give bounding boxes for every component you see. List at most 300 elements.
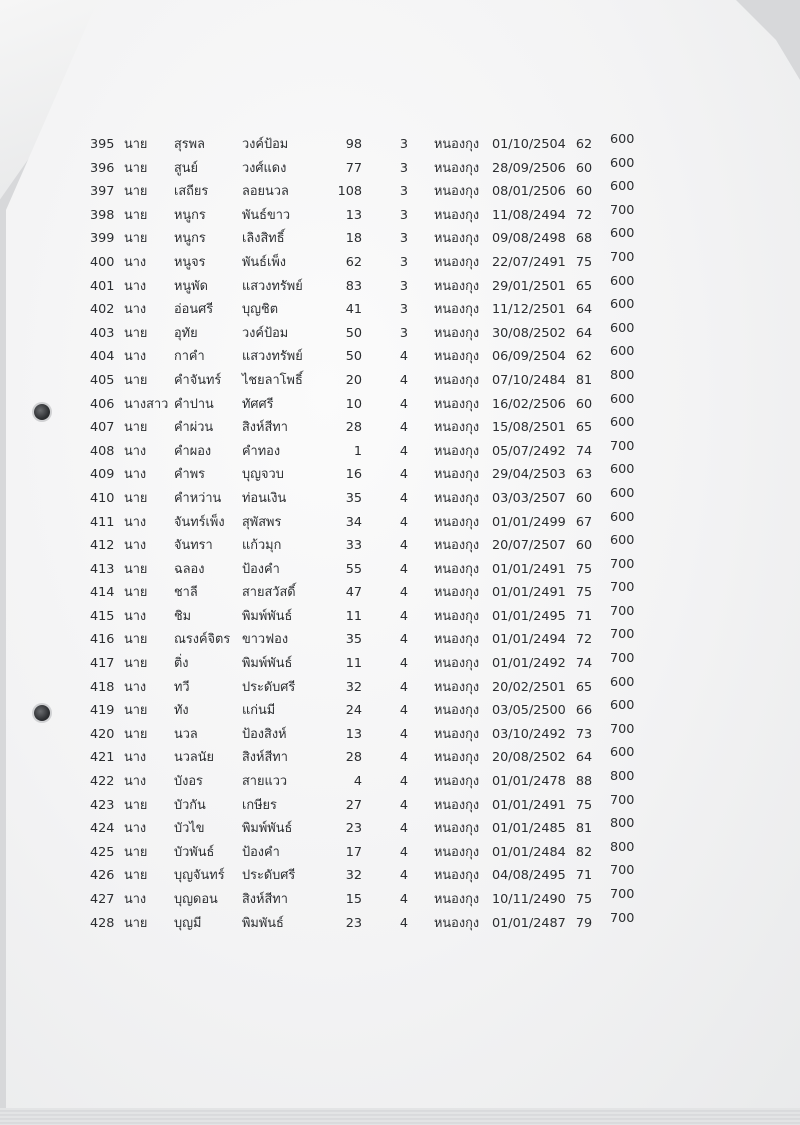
first-name: บุญจันทร์ — [174, 868, 225, 884]
birth-date: 20/08/2502 — [492, 750, 566, 766]
name-prefix: นาง — [124, 302, 147, 318]
age: 71 — [575, 868, 593, 884]
first-name: บุญมี — [174, 915, 202, 931]
birth-date: 20/02/2501 — [492, 679, 566, 695]
age: 88 — [575, 774, 593, 790]
house-number: 62 — [345, 254, 362, 270]
village-name: หนองกุง — [434, 679, 480, 695]
moo-number: 3 — [399, 278, 409, 294]
moo-number: 4 — [399, 703, 409, 719]
first-name: ทัง — [174, 703, 189, 719]
row-number: 418 — [90, 679, 115, 695]
birth-date: 01/01/2492 — [492, 656, 566, 672]
first-name: ฉลอง — [174, 561, 205, 577]
first-name: เสถียร — [174, 184, 209, 200]
age: 60 — [575, 396, 593, 412]
age: 63 — [575, 467, 593, 483]
birth-date: 03/10/2492 — [492, 726, 566, 742]
row-number: 415 — [90, 608, 115, 624]
table-row — [90, 273, 650, 301]
last-name: พิมพันธ์ — [242, 915, 284, 931]
name-prefix: นาย — [124, 137, 148, 152]
moo-number: 3 — [399, 231, 409, 247]
name-prefix: นาย — [124, 915, 148, 931]
first-name: คำหว่าน — [174, 490, 222, 506]
birth-date: 01/01/2499 — [492, 514, 566, 530]
allowance-amount: 600 — [610, 745, 635, 761]
house-number: 24 — [345, 703, 362, 719]
table-row — [90, 580, 650, 607]
age: 67 — [575, 514, 593, 530]
moo-number: 4 — [399, 514, 409, 530]
name-prefix: นาย — [124, 632, 148, 648]
village-name: หนองกุง — [434, 892, 480, 907]
moo-number: 4 — [399, 585, 409, 601]
birth-date: 01/01/2485 — [492, 821, 566, 837]
house-number: 28 — [345, 750, 362, 766]
first-name: คำปาน — [174, 396, 214, 412]
name-prefix: นาย — [124, 797, 148, 813]
row-number: 425 — [90, 844, 115, 860]
village-name: หนองกุง — [434, 821, 480, 837]
first-name: บัวไข — [174, 821, 205, 837]
age: 65 — [575, 420, 593, 436]
birth-date: 07/10/2484 — [492, 372, 566, 388]
house-number: 35 — [345, 632, 362, 648]
village-name: หนองกุง — [434, 703, 480, 719]
village-name: หนองกุง — [434, 137, 480, 152]
table-row — [90, 910, 650, 938]
row-number: 405 — [90, 372, 115, 388]
last-name: บุญจวบ — [242, 467, 284, 483]
allowance-amount: 700 — [610, 438, 635, 454]
name-prefix: นางสาว — [124, 396, 169, 412]
last-name: พันธ์ขาว — [242, 207, 291, 223]
allowance-amount: 600 — [610, 415, 635, 431]
village-name: หนองกุง — [434, 514, 480, 530]
name-prefix: นาย — [124, 656, 148, 672]
name-prefix: นาง — [124, 467, 147, 483]
paper-stack-edge — [0, 1108, 800, 1125]
village-name: หนองกุง — [434, 160, 480, 176]
table-row — [90, 367, 650, 395]
table-row — [90, 887, 650, 914]
first-name: นวล — [174, 726, 198, 742]
last-name: สายแวว — [242, 774, 288, 790]
house-number: 23 — [345, 821, 362, 837]
first-name: อุทัย — [174, 325, 198, 341]
age: 60 — [575, 160, 593, 176]
moo-number: 4 — [399, 561, 409, 577]
moo-number: 4 — [399, 915, 409, 931]
village-name: หนองกุง — [434, 396, 480, 412]
name-prefix: นาย — [124, 868, 148, 884]
house-number: 11 — [345, 656, 362, 672]
last-name: ท่อนเงิน — [242, 490, 287, 506]
first-name: บัวกัน — [174, 797, 206, 813]
first-name: บัวพันธ์ — [174, 844, 215, 860]
age: 75 — [575, 892, 593, 907]
village-name: หนองกุง — [434, 656, 480, 672]
house-number: 4 — [353, 774, 362, 790]
name-prefix: นาย — [124, 207, 148, 223]
birth-date: 01/01/2491 — [492, 797, 566, 813]
name-prefix: นาย — [124, 561, 148, 577]
first-name: จันทรา — [174, 538, 213, 554]
row-number: 407 — [90, 420, 115, 436]
age: 81 — [575, 821, 593, 837]
name-prefix: นาย — [124, 420, 148, 436]
row-number: 410 — [90, 490, 115, 506]
moo-number: 4 — [399, 538, 409, 554]
house-number: 55 — [345, 561, 362, 577]
first-name: บังอร — [174, 774, 203, 790]
allowance-amount: 600 — [610, 509, 635, 525]
name-prefix: นาย — [124, 231, 148, 247]
last-name: คำทอง — [242, 443, 281, 459]
moo-number: 4 — [399, 608, 409, 624]
moo-number: 4 — [399, 490, 409, 506]
birth-date: 30/08/2502 — [492, 325, 566, 341]
row-number: 406 — [90, 396, 115, 412]
last-name: ทัศศรี — [242, 396, 274, 412]
table-row — [90, 249, 650, 277]
name-prefix: นาย — [124, 372, 148, 388]
first-name: บุญดอน — [174, 892, 218, 907]
last-name: แก้วมุก — [242, 538, 282, 554]
last-name: สิงห์สีทา — [242, 750, 288, 766]
age: 64 — [575, 325, 593, 341]
allowance-amount: 700 — [610, 627, 635, 643]
last-name: วงค์ป้อม — [242, 325, 289, 341]
age: 60 — [575, 538, 593, 554]
birth-date: 11/08/2494 — [492, 207, 566, 223]
allowance-amount: 600 — [610, 698, 635, 714]
house-number: 11 — [345, 608, 362, 624]
table-row — [90, 415, 650, 442]
birth-date: 08/01/2506 — [492, 184, 566, 200]
table-row — [90, 438, 650, 466]
moo-number: 4 — [399, 443, 409, 459]
last-name: สิงห์สีทา — [242, 892, 288, 907]
first-name: หนูกร — [174, 207, 206, 223]
village-name: หนองกุง — [434, 349, 480, 365]
row-number: 411 — [90, 514, 115, 530]
last-name: ประดับศรี — [242, 868, 296, 884]
moo-number: 4 — [399, 797, 409, 813]
row-number: 413 — [90, 561, 115, 577]
moo-number: 4 — [399, 868, 409, 884]
first-name: นวลนัย — [174, 750, 215, 766]
moo-number: 4 — [399, 750, 409, 766]
row-number: 404 — [90, 349, 115, 365]
allowance-amount: 600 — [610, 533, 635, 549]
allowance-amount: 700 — [610, 863, 635, 879]
birth-date: 01/01/2495 — [492, 608, 566, 624]
last-name: สิงห์สีทา — [242, 420, 288, 436]
age: 68 — [575, 231, 593, 247]
first-name: หนูจร — [174, 254, 206, 270]
allowance-amount: 600 — [610, 155, 635, 171]
name-prefix: นาง — [124, 750, 147, 766]
first-name: คำผอง — [174, 443, 212, 459]
house-number: 47 — [345, 585, 362, 601]
first-name: อ่อนศรี — [174, 302, 214, 318]
first-name: ติ่ง — [174, 656, 189, 672]
row-number: 421 — [90, 750, 115, 766]
house-number: 15 — [345, 892, 362, 907]
birth-date: 01/01/2484 — [492, 844, 566, 860]
house-number: 41 — [345, 302, 362, 318]
row-number: 397 — [90, 184, 115, 200]
age: 79 — [575, 915, 593, 931]
birth-date: 01/01/2478 — [492, 774, 566, 790]
age: 73 — [575, 726, 593, 742]
village-name: หนองกุง — [434, 750, 480, 766]
allowance-amount: 600 — [610, 273, 635, 289]
row-number: 424 — [90, 821, 115, 837]
table-row — [90, 556, 650, 584]
age: 64 — [575, 750, 593, 766]
village-name: หนองกุง — [434, 302, 480, 318]
age: 82 — [575, 844, 593, 860]
moo-number: 4 — [399, 632, 409, 648]
allowance-amount: 700 — [610, 651, 635, 667]
last-name: ขาวฟอง — [242, 632, 289, 648]
table-row — [90, 651, 650, 678]
birth-date: 20/07/2507 — [492, 538, 566, 554]
last-name: พิมพ์พันธ์ — [242, 656, 293, 672]
age: 65 — [575, 278, 593, 294]
row-number: 403 — [90, 325, 115, 341]
moo-number: 4 — [399, 892, 409, 907]
moo-number: 3 — [399, 160, 409, 176]
village-name: หนองกุง — [434, 774, 480, 790]
village-name: หนองกุง — [434, 207, 480, 223]
village-name: หนองกุง — [434, 325, 480, 341]
last-name: สุพัสพร — [242, 514, 282, 530]
allowance-amount: 600 — [610, 132, 635, 147]
house-number: 28 — [345, 420, 362, 436]
age: 74 — [575, 656, 593, 672]
birth-date: 01/01/2491 — [492, 585, 566, 601]
birth-date: 15/08/2501 — [492, 420, 566, 436]
last-name: พิมพ์พันธ์ — [242, 821, 293, 837]
row-number: 428 — [90, 915, 115, 931]
row-number: 399 — [90, 231, 115, 247]
house-number: 13 — [345, 726, 362, 742]
last-name: ลอยนวล — [242, 184, 289, 200]
first-name: ณรงค์จิตร — [174, 632, 231, 648]
village-name: หนองกุง — [434, 184, 480, 200]
house-number: 32 — [345, 868, 362, 884]
age: 60 — [575, 490, 593, 506]
row-number: 419 — [90, 703, 115, 719]
allowance-amount: 700 — [610, 792, 635, 808]
house-number: 17 — [345, 844, 362, 860]
village-name: หนองกุง — [434, 467, 480, 483]
last-name: พิมพ์พันธ์ — [242, 608, 293, 624]
house-number: 23 — [345, 915, 362, 931]
table-row — [90, 485, 650, 513]
allowance-amount: 600 — [610, 485, 635, 501]
village-name: หนองกุง — [434, 868, 480, 884]
house-number: 18 — [345, 231, 362, 247]
allowance-amount: 600 — [610, 674, 635, 690]
allowance-amount: 700 — [610, 556, 635, 572]
moo-number: 3 — [399, 207, 409, 223]
birth-date: 01/01/2487 — [492, 915, 566, 931]
age: 62 — [575, 349, 593, 365]
house-number: 35 — [345, 490, 362, 506]
table-row — [90, 297, 650, 324]
house-number: 98 — [345, 137, 362, 152]
house-number: 27 — [345, 797, 362, 813]
first-name: กาคำ — [174, 349, 205, 365]
name-prefix: นาย — [124, 844, 148, 860]
row-number: 409 — [90, 467, 115, 483]
first-name: ชิม — [174, 608, 192, 624]
first-name: จันทร์เพ็ง — [174, 514, 225, 530]
name-prefix: นาง — [124, 538, 147, 554]
birth-date: 09/08/2498 — [492, 231, 566, 247]
age: 75 — [575, 585, 593, 601]
row-number: 402 — [90, 302, 115, 318]
name-prefix: นาย — [124, 490, 148, 506]
allowance-amount: 600 — [610, 179, 635, 195]
allowance-amount: 800 — [610, 816, 635, 832]
row-number: 414 — [90, 585, 115, 601]
age: 75 — [575, 561, 593, 577]
allowance-amount: 700 — [610, 910, 635, 926]
last-name: พันธ์เพ็ง — [242, 254, 287, 270]
village-name: หนองกุง — [434, 632, 480, 648]
moo-number: 4 — [399, 844, 409, 860]
village-name: หนองกุง — [434, 844, 480, 860]
beneficiary-table — [90, 132, 650, 937]
table-row — [90, 627, 650, 654]
moo-number: 4 — [399, 656, 409, 672]
birth-date: 01/01/2494 — [492, 632, 566, 648]
last-name: แก่นมี — [242, 703, 276, 719]
birth-date: 11/12/2501 — [492, 302, 566, 318]
table-row — [90, 533, 650, 560]
age: 66 — [575, 703, 593, 719]
birth-date: 29/04/2503 — [492, 467, 566, 483]
table-row — [90, 320, 650, 348]
table-row — [90, 603, 650, 631]
house-number: 83 — [345, 278, 362, 294]
allowance-amount: 800 — [610, 839, 635, 855]
village-name: หนองกุง — [434, 278, 480, 294]
allowance-amount: 800 — [610, 769, 635, 785]
moo-number: 4 — [399, 467, 409, 483]
punch-hole — [34, 404, 50, 420]
allowance-amount: 700 — [610, 721, 635, 737]
table-row — [90, 721, 650, 749]
last-name: บุญชิต — [242, 302, 279, 318]
table-row — [90, 816, 650, 843]
moo-number: 4 — [399, 396, 409, 412]
village-name: หนองกุง — [434, 561, 480, 577]
name-prefix: นาย — [124, 325, 148, 341]
last-name: เลิงสิทธิ์ — [242, 231, 285, 247]
moo-number: 3 — [399, 184, 409, 200]
age: 62 — [575, 137, 593, 152]
table-row — [90, 698, 650, 725]
moo-number: 3 — [399, 254, 409, 270]
allowance-amount: 700 — [610, 249, 635, 265]
row-number: 426 — [90, 868, 115, 884]
punch-hole — [34, 705, 50, 721]
name-prefix: นาง — [124, 679, 147, 695]
table-row — [90, 745, 650, 772]
allowance-amount: 700 — [610, 202, 635, 218]
last-name: ไชยลาโพธิ์ — [242, 372, 303, 388]
age: 60 — [575, 184, 593, 200]
name-prefix: นาย — [124, 184, 148, 200]
first-name: คำพร — [174, 467, 206, 483]
allowance-amount: 700 — [610, 580, 635, 596]
allowance-amount: 700 — [610, 887, 635, 902]
birth-date: 03/03/2507 — [492, 490, 566, 506]
birth-date: 03/05/2500 — [492, 703, 566, 719]
row-number: 396 — [90, 160, 115, 176]
house-number: 16 — [345, 467, 362, 483]
birth-date: 06/09/2504 — [492, 349, 566, 365]
row-number: 423 — [90, 797, 115, 813]
age: 81 — [575, 372, 593, 388]
table-row — [90, 344, 650, 371]
village-name: หนองกุง — [434, 608, 480, 624]
last-name: ประดับศรี — [242, 679, 296, 695]
village-name: หนองกุง — [434, 538, 480, 554]
allowance-amount: 600 — [610, 226, 635, 242]
first-name: สูนย์ — [174, 160, 199, 176]
last-name: สายสวัสดิ์ — [242, 585, 296, 601]
birth-date: 10/11/2490 — [492, 892, 566, 907]
last-name: ป้องคำ — [242, 561, 280, 577]
name-prefix: นาย — [124, 726, 148, 742]
last-name: เกษียร — [242, 797, 277, 813]
house-number: 1 — [353, 443, 362, 459]
age: 74 — [575, 443, 593, 459]
name-prefix: นาย — [124, 585, 148, 601]
first-name: หนูพัด — [174, 278, 208, 294]
house-number: 32 — [345, 679, 362, 695]
moo-number: 4 — [399, 372, 409, 388]
age: 72 — [575, 632, 593, 648]
allowance-amount: 600 — [610, 462, 635, 478]
name-prefix: นาง — [124, 608, 147, 624]
house-number: 34 — [345, 514, 362, 530]
house-number: 33 — [345, 538, 362, 554]
name-prefix: นาง — [124, 774, 147, 790]
birth-date: 04/08/2495 — [492, 868, 566, 884]
last-name: แสวงทรัพย์ — [242, 349, 303, 365]
table-row — [90, 226, 650, 253]
moo-number: 3 — [399, 302, 409, 318]
allowance-amount: 600 — [610, 320, 635, 336]
first-name: คำผ่วน — [174, 420, 214, 436]
age: 75 — [575, 254, 593, 270]
row-number: 416 — [90, 632, 115, 648]
first-name: ชาลี — [174, 585, 198, 601]
village-name: หนองกุง — [434, 231, 480, 247]
village-name: หนองกุง — [434, 443, 480, 459]
age: 64 — [575, 302, 593, 318]
last-name: ป้องสิงห์ — [242, 726, 287, 742]
